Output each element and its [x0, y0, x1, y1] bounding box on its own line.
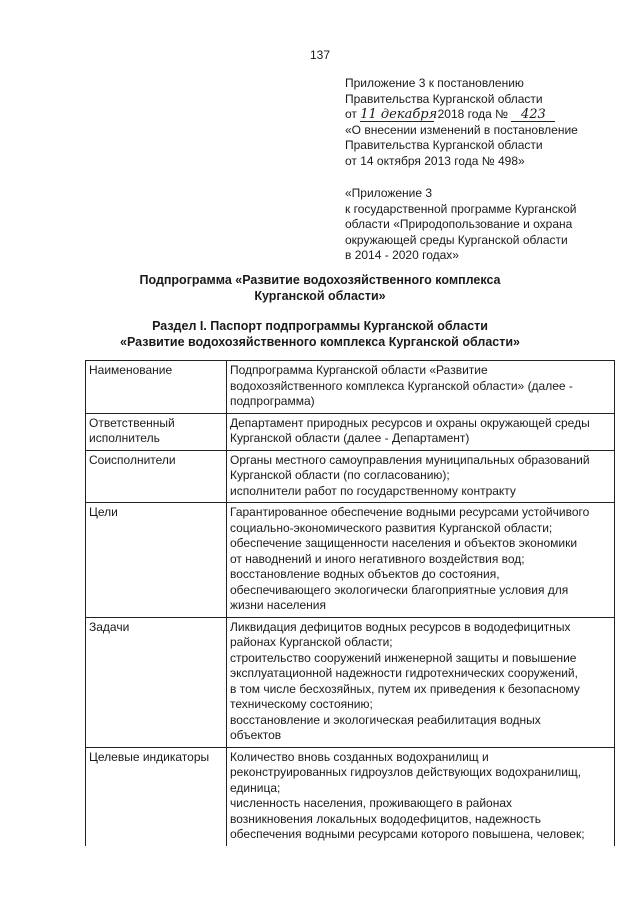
- program-appendix: [345, 186, 635, 264]
- program-appendix-line: окружающей среды Курганской области: [345, 232, 568, 247]
- value-line: Количество вновь созданных водохранилищ и: [230, 749, 489, 764]
- value-line: Курганской области (далее - Департамент): [230, 431, 470, 445]
- label-line: Цели: [89, 505, 118, 519]
- value-line: подпрограмма): [230, 394, 315, 408]
- appendix-line: Правительства Курганской области: [345, 138, 543, 152]
- value-line: Курганской области (по согласованию);: [230, 468, 450, 482]
- table-row: [86, 361, 615, 414]
- appendix-date-line: [345, 107, 630, 123]
- value-line: восстановление и экологическая реабилитация водных: [230, 712, 541, 727]
- program-appendix-line: области «Природопользование и охрана: [345, 217, 573, 231]
- value-line: строительство сооружений инженерной защиты и повышение: [230, 650, 577, 665]
- label-line: Соисполнители: [89, 452, 176, 467]
- table-row: [86, 503, 615, 618]
- program-appendix-line: в 2014 - 2020 годах»: [345, 248, 459, 262]
- handwritten-number: 423: [511, 108, 555, 122]
- label-line: Задачи: [89, 619, 130, 634]
- row-value: [227, 413, 615, 450]
- program-appendix-line: «Приложение 3: [345, 186, 433, 200]
- row-value: [227, 747, 615, 846]
- value-line: Органы местного самоуправления муниципальных образований: [230, 452, 590, 467]
- value-line: Департамент природных ресурсов и охраны окружающей среды: [230, 415, 590, 430]
- title-line: Подпрограмма «Развитие водохозяйственного комплекса: [139, 273, 501, 287]
- value-line: районах Курганской области;: [230, 635, 393, 649]
- appendix-line: от 14 октября 2013 года № 498»: [345, 153, 525, 168]
- value-line: исполнители работ по государственному контракту: [230, 483, 516, 498]
- table-row: [86, 413, 615, 450]
- value-line: в том числе бесхозяйных, путем их приведения к безопасному: [230, 681, 580, 696]
- appendix-header: [345, 76, 630, 169]
- value-line: обеспечение защищенности населения и объектов экономики: [230, 536, 578, 550]
- row-label: [86, 503, 227, 618]
- value-line: возникновения локальных вододефицитов, надежность: [230, 811, 541, 826]
- program-appendix-line: к государственной программе Курганской: [345, 201, 577, 216]
- subprogram-title: [0, 272, 640, 304]
- title-line: Раздел I. Паспорт подпрограммы Курганской области: [152, 319, 488, 333]
- section-title: [0, 318, 640, 350]
- value-line: объектов: [230, 728, 282, 742]
- row-value: [227, 361, 615, 414]
- value-line: Гарантированное обеспечение водными ресурсами устойчивого: [230, 505, 590, 519]
- label-line: Наименование: [89, 363, 173, 377]
- page-number: 137: [309, 48, 331, 62]
- table-row: [86, 450, 615, 503]
- appendix-line: «О внесении изменений в постановление: [345, 122, 578, 137]
- row-value: [227, 450, 615, 503]
- value-line: эксплуатационной надежности гидротехнических сооружений,: [230, 666, 578, 680]
- appendix-line: Правительства Курганской области: [345, 91, 543, 106]
- handwritten-date: 11 декабря: [360, 107, 438, 122]
- row-value: [227, 617, 615, 747]
- row-value: [227, 503, 615, 618]
- table-row: [86, 747, 615, 846]
- value-line: единица;: [230, 780, 281, 795]
- value-line: Ликвидация дефицитов водных ресурсов в вододефицитных: [230, 619, 571, 634]
- label-line: Ответственный: [89, 415, 175, 430]
- value-line: численность населения, проживающего в районах: [230, 796, 513, 810]
- value-line: водохозяйственного комплекса Курганской области» (далее -: [230, 378, 573, 393]
- appendix-line: Приложение 3 к постановлению: [345, 76, 524, 90]
- value-line: социально-экономического развития Курганской области;: [230, 520, 553, 535]
- title-line: Курганской области»: [254, 289, 386, 303]
- row-label: [86, 747, 227, 846]
- row-label: [86, 450, 227, 503]
- value-line: техническому состоянию;: [230, 697, 373, 711]
- row-label: [86, 413, 227, 450]
- value-line: обеспечения водными ресурсами которого повышена, человек;: [230, 827, 585, 841]
- value-line: обеспечивающего экологически благоприятные условия для: [230, 582, 569, 597]
- title-line: «Развитие водохозяйственного комплекса Курганской области»: [120, 335, 520, 349]
- year-text: 2018 года №: [437, 107, 509, 121]
- value-line: от наводнений и иного негативного воздействия вод;: [230, 551, 525, 566]
- table-row: [86, 617, 615, 747]
- value-line: реконструированных гидроузлов действующих водохранилищ,: [230, 765, 582, 779]
- from-label: от: [345, 107, 357, 121]
- row-label: [86, 361, 227, 414]
- value-line: восстановление водных объектов до состояния,: [230, 567, 500, 581]
- label-line: Целевые индикаторы: [89, 749, 210, 764]
- passport-table: [85, 360, 615, 846]
- label-line: исполнитель: [89, 431, 160, 445]
- value-line: жизни населения: [230, 598, 326, 612]
- value-line: Подпрограмма Курганской области «Развитие: [230, 363, 488, 377]
- row-label: [86, 617, 227, 747]
